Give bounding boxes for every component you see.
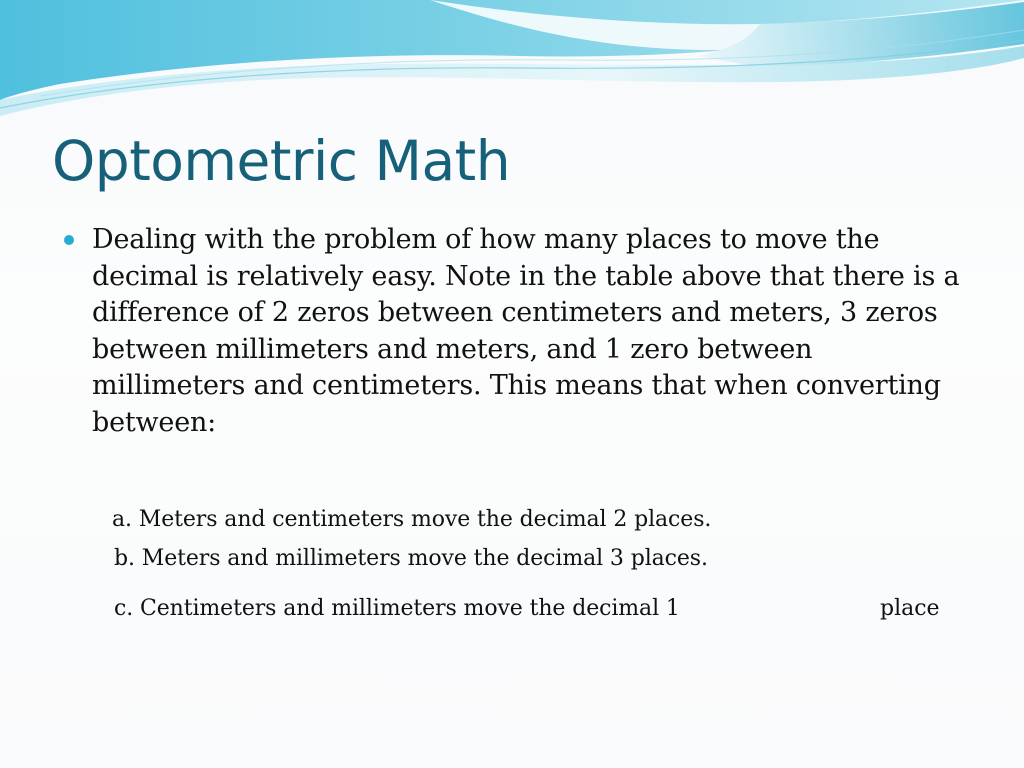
list-item-c: c. Centimeters and millimeters move the decimal 1 bbox=[114, 596, 680, 621]
body-bullet bbox=[62, 222, 962, 441]
list-item-c-tail: place bbox=[880, 596, 940, 621]
bullet-text: Dealing with the problem of how many places to move the decimal is relatively easy. Note in the table above that there is a difference of 2 zeros between centimeters and meters, 3 zeros between millimeters and meters, and 1 zero between millimeters and centimeters. This means that when converting between: bbox=[92, 224, 960, 438]
slide-title: Optometric Math bbox=[52, 129, 511, 193]
list-item-a: a. Meters and centimeters move the decimal 2 places. bbox=[112, 507, 712, 532]
wave-decoration bbox=[0, 0, 1024, 120]
list-item-b: b. Meters and millimeters move the decimal 3 places. bbox=[114, 546, 708, 571]
bullet-dot-icon bbox=[64, 235, 74, 245]
